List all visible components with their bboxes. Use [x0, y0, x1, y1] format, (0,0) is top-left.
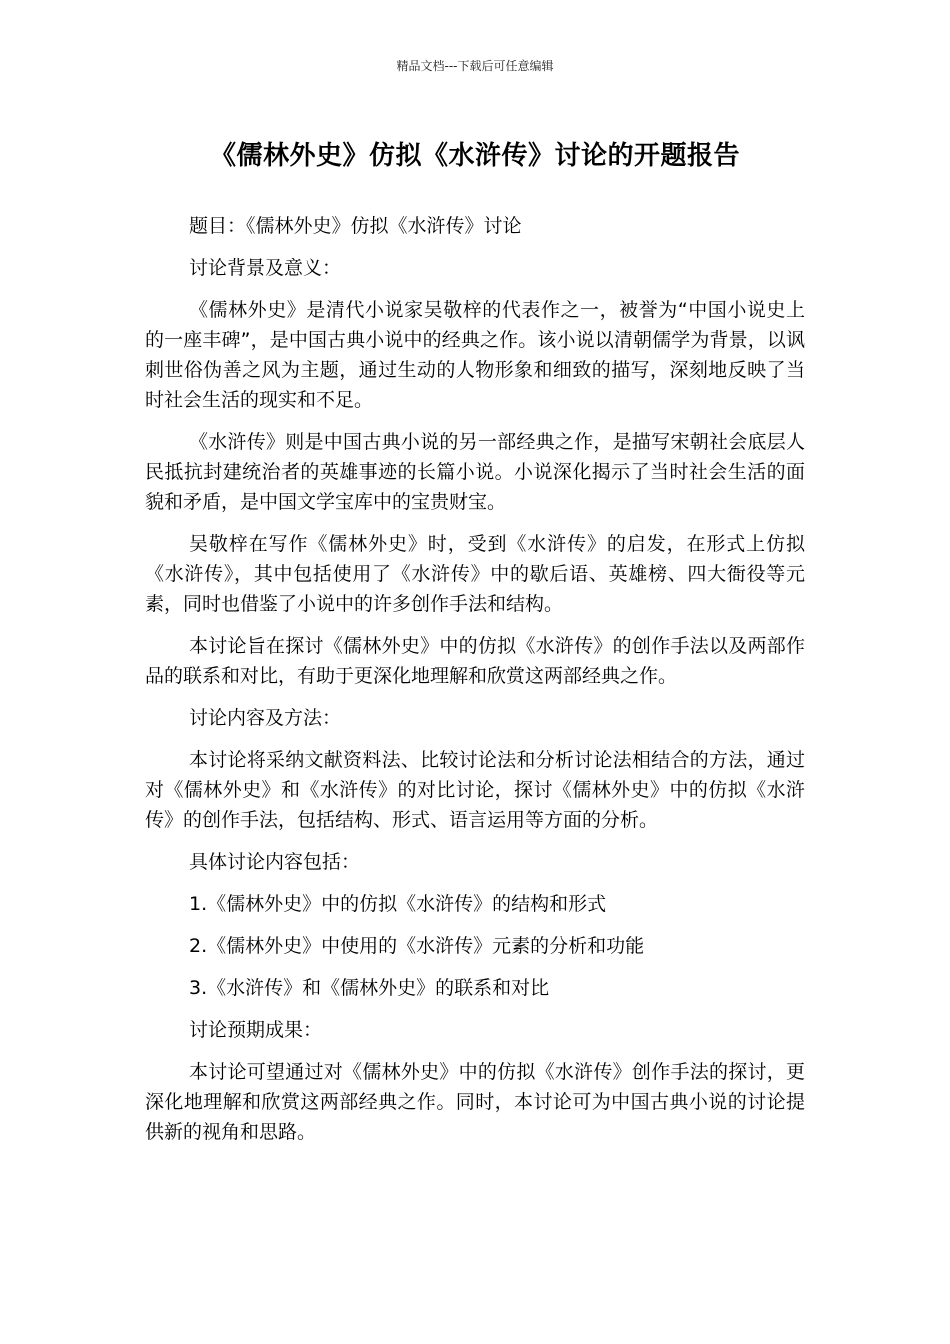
document-title: 《儒林外史》仿拟《水浒传》讨论的开题报告	[209, 141, 740, 171]
content-heading: 具体讨论内容包括：	[189, 851, 361, 873]
page-header: 精品文档---下载后可任意编辑	[396, 59, 554, 73]
content-item-2: 2.《儒林外史》中使用的《水浒传》元素的分析和功能	[189, 935, 645, 957]
background-paragraph-1: 《儒林外史》是清代小说家吴敬梓的代表作之一，被誉为“中国小说史上的一座丰碑”，是中国古典小说中的经典之作。该小说以清朝儒学为背景，以讽刺世俗伪善之风为主题，通过生动的人物形象和细致的描写，深刻地反映了当时社会生活的现实和不足。	[145, 299, 805, 411]
method-paragraph: 本讨论将采纳文献资料法、比较讨论法和分析讨论法相结合的方法，通过对《儒林外史》和《水浒传》的对比讨论，探讨《儒林外史》中的仿拟《水浒传》的创作手法，包括结构、形式、语言运用等方面的分析。	[145, 749, 805, 831]
outcome-heading: 讨论预期成果：	[189, 1019, 323, 1041]
outcome-paragraph: 本讨论可望通过对《儒林外史》中的仿拟《水浒传》创作手法的探讨，更深化地理解和欣赏这两部经典之作。同时，本讨论可为中国古典小说的讨论提供新的视角和思路。	[145, 1061, 805, 1143]
background-paragraph-4: 本讨论旨在探讨《儒林外史》中的仿拟《水浒传》的创作手法以及两部作品的联系和对比，有助于更深化地理解和欣赏这两部经典之作。	[145, 635, 805, 687]
method-heading: 讨论内容及方法：	[189, 707, 342, 729]
content-item-3: 3.《水浒传》和《儒林外史》的联系和对比	[189, 977, 550, 999]
content-item-1: 1.《儒林外史》中的仿拟《水浒传》的结构和形式	[189, 893, 607, 915]
background-heading: 讨论背景及意义：	[189, 257, 342, 279]
background-paragraph-3: 吴敬梓在写作《儒林外史》时，受到《水浒传》的启发，在形式上仿拟《水浒传》，其中包括使用了《水浒传》中的歇后语、英雄榜、四大衙役等元素，同时也借鉴了小说中的许多创作手法和结构。	[145, 533, 805, 615]
subject-line: 题目：《儒林外史》仿拟《水浒传》讨论	[189, 215, 522, 237]
document-body	[145, 211, 805, 1159]
background-paragraph-2: 《水浒传》则是中国古典小说的另一部经典之作，是描写宋朝社会底层人民抵抗封建统治者的英雄事迹的长篇小说。小说深化揭示了当时社会生活的面貌和矛盾，是中国文学宝库中的宝贵财宝。	[145, 431, 805, 513]
